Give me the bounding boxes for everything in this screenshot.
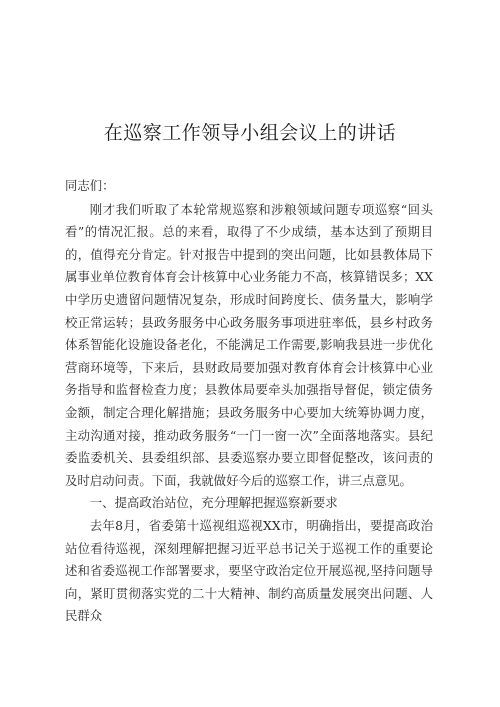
document-body (65, 175, 433, 628)
paragraph-intro: 刚才我们听取了本轮常规巡察和涉粮领域问题专项巡察“回头看”的情况汇报。总的来看，取得了不少成绩，基本达到了预期目的，值得充分肯定。针对报告中提到的突出问题，比如县教体局下属事业单位教育体育会计核算中心业务能力不高，核算错误多；XX中学历史遗留问题情况复杂，形成时间跨度长、债务量大，影响学校正常运转；县政务服务中心政务服务事项进驻率低，县乡村政务体系智能化设施设备老化，不能满足工作需要,影响我县进一步优化营商环境等，下来后，县财政局要加强对教育体育会计核算中心业务指导和监督检查力度；县教体局要牵头加强指导督促，锁定债务金额，制定合理化解措施；县政务服务中心要加大统筹协调力度，主动沟通对接，推动政务服务“一门一窗一次”全面落地落实。县纪委监委机关、县委组织部、县委巡察办要立即督促整改，该问责的及时启动问责。下面，我就做好今后的巡察工作，讲三点意见。 (65, 201, 433, 488)
document-title: 在巡察工作领导小组会议上的讲话 (103, 122, 397, 144)
salutation: 同志们： (65, 178, 115, 193)
paragraph-section-one: 去年8月，省委第十巡视组巡视XX市，明确指出，要提高政治站位看待巡视，深刻理解把握习近平总书记关于巡视工作的重要论述和省委巡视工作部署要求，要坚守政治定位开展巡视,坚持问题导向，紧盯贯彻落实党的二十大精神、制约高质量发展突出问题、人民群众 (65, 517, 433, 624)
section-heading-one: 一、提高政治站位，充分理解把握巡察新要求 (89, 495, 338, 511)
